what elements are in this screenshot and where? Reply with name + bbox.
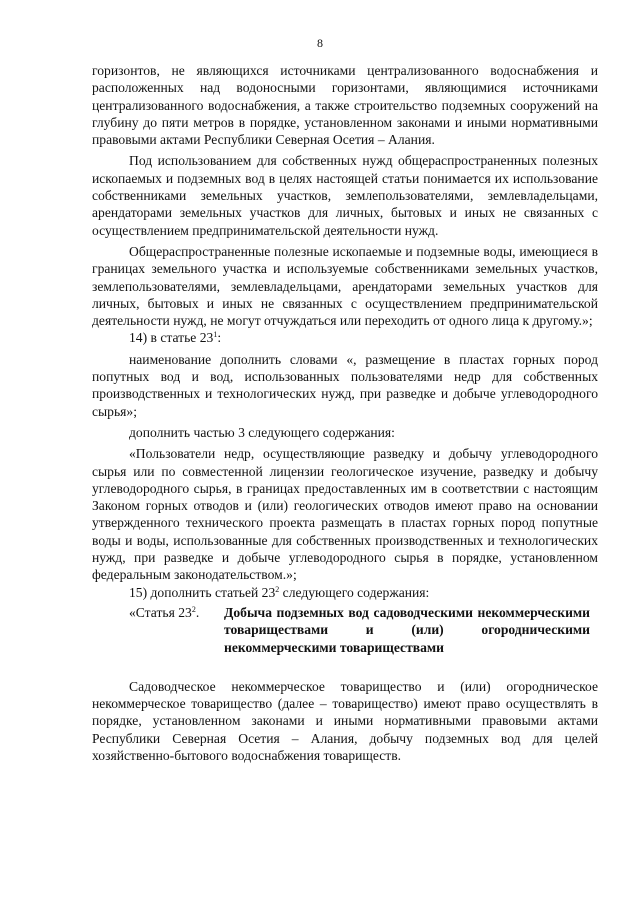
item-14-text: 14) в статье 23	[129, 330, 214, 346]
page-number: 8	[317, 36, 323, 50]
item-15-suffix: следующего содержания:	[279, 584, 430, 600]
paragraph-1: горизонтов, не являющихся источниками централизованного водоснабжения и расположенных над водоносными горизонтами, являющимися источниками централизованного водоснабжения, а также строительство подземных сооружений на глубину до пяти метров в порядке, установленном законами и иными нормативными правовыми актами Республики Северная Осетия – Алания.	[92, 63, 598, 148]
article-heading	[92, 604, 598, 656]
paragraph-6: дополнить частью 3 следующего содержания:	[129, 424, 395, 440]
article-title: Добыча подземных вод садоводческими некоммерческими товариществами и (или) огородническими некоммерческими товариществами	[224, 604, 590, 655]
superscript: 1	[213, 330, 218, 340]
paragraph-8	[92, 584, 598, 601]
article-label	[92, 604, 224, 656]
item-15-text: 15) дополнить статьей 23	[129, 584, 276, 600]
paragraph-5: наименование дополнить словами «, размещение в пластах горных пород попутных вод и вод, использованных пользователями недр для собственных производственных и технологических нужд, при разведке и добыче углеводородного сырья»;	[92, 351, 598, 419]
paragraph-4	[92, 329, 598, 346]
superscript: 2	[275, 584, 280, 594]
document-body	[92, 62, 598, 764]
paragraph-7: «Пользователи недр, осуществляющие разведку и добычу углеводородного сырья или по совместенной лицензии геологическое изучение, разведку и добычу углеводородного сырья, в границах предоставленных им в соответствии с настоящим Законом горных отводов и (или) геологических отводов имеют право на основании утвержденного технического проекта размещать в пластах горных пород попутные воды и воды, использованные для собственных производственных и технологических нужд, при разведке и добыче углеводородного сырья в порядке, установленном федеральным законодательством.»;	[92, 446, 598, 583]
paragraph-3: Общераспространенные полезные ископаемые и подземные воды, имеющиеся в границах земельного участка и используемые собственниками земельных участков, землепользователями, землевладельцами, арендаторами земельных участков для личных, бытовых и иных не связанных с осуществлением предпринимательской деятельности нужд, не могут отчуждаться или переходить от одного лица к другому.»;	[92, 243, 598, 329]
superscript: 2	[191, 604, 196, 614]
paragraph-10: Садоводческое некоммерческое товарищество и (или) огородническое некоммерческое товарищество (далее – товарищество) имеют право осуществлять в порядке, установленном законами и иными нормативными правовыми актами Республики Северная Осетия – Алания, добычу подземных вод для целей хозяйственно-бытового водоснабжения товариществ.	[92, 678, 598, 763]
paragraph-2: Под использованием для собственных нужд общераспространенных полезных ископаемых и подземных вод в целях настоящей статьи понимается их использование собственниками земельных участков, землепользователями, землевладельцами, арендаторами земельных участков для личных, бытовых и иных не связанных с осуществлением предпринимательской деятельности нужд.	[92, 153, 598, 238]
article-label-text: «Статья 23	[129, 604, 192, 620]
article-label-dot: .	[195, 604, 200, 620]
item-14-colon: :	[217, 330, 222, 346]
